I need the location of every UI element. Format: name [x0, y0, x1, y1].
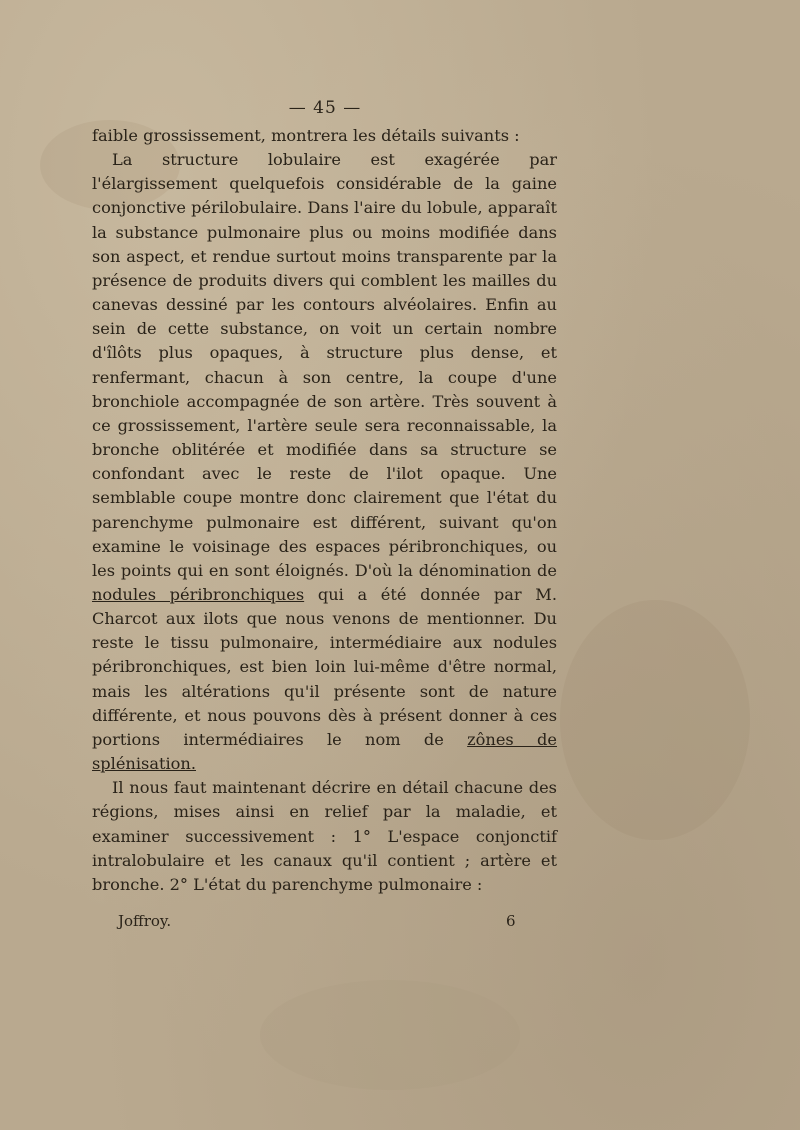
underlined-term-zones: zônes de splénisation.	[92, 729, 557, 774]
footer-author: Joffroy.	[118, 912, 172, 930]
paper-stain	[560, 600, 750, 840]
body-text	[92, 124, 557, 897]
underlined-term-nodules: nodules péribronchiques	[92, 584, 305, 604]
paragraph-1: faible grossissement, montrera les détails suivants :	[92, 126, 520, 145]
paragraph-3: Il nous faut maintenant décrire en détail chacune des régions, mises ainsi en relief par la maladie, et examiner successivement : 1° L'espace conjonctif intralobulaire et les canaux qu'il contient ; artère et bronche. 2° L'état du parenchyme pulmonaire :	[92, 778, 557, 894]
paragraph-2-continued: qui a été donnée par M. Charcot aux ilots que nous venons de mentionner. Du reste le tissu pulmonaire, intermédiaire aux nodules péribronchiques, est bien loin lui-même d'être normal, mais les altérations qu'il présente sont de nature différente, et nous pouvons dès à présent donner à ces portions intermédiaires le nom de	[92, 584, 557, 749]
page-number: — 45 —	[288, 98, 362, 118]
paper-stain	[260, 980, 520, 1090]
footer-signature: 6	[506, 912, 516, 930]
paragraph-2-text: La structure lobulaire est exagérée par l'élargissement quelquefois considérable de la gaine conjonctive périlobulaire. Dans l'aire du lobule, apparaît la substance pulmonaire plus ou moins modifiée dans son aspect, et rendue surtout moins transparente par la présence de produits divers qui comblent les mailles du canevas dessiné par les contours alvéolaires. Enfin au sein de cette substance, on voit un certain nombre d'îlôts plus opaques, à structure plus dense, et renfermant, chacun à son centre, la coupe d'une bronchiole accompagnée de son artère. Très souvent à ce grossissement, l'artère seule sera reconnaissable, la bronche oblitérée et modifiée dans sa structure se confondant avec le reste de l'ilot opaque. Une semblable coupe montre donc clairement que l'état du parenchyme pulmonaire est différent, suivant qu'on examine le voisinage des espaces péribronchiques, ou les points qui en sont éloignés. D'où la dénomination de	[92, 150, 557, 580]
paragraph-2	[92, 148, 557, 776]
